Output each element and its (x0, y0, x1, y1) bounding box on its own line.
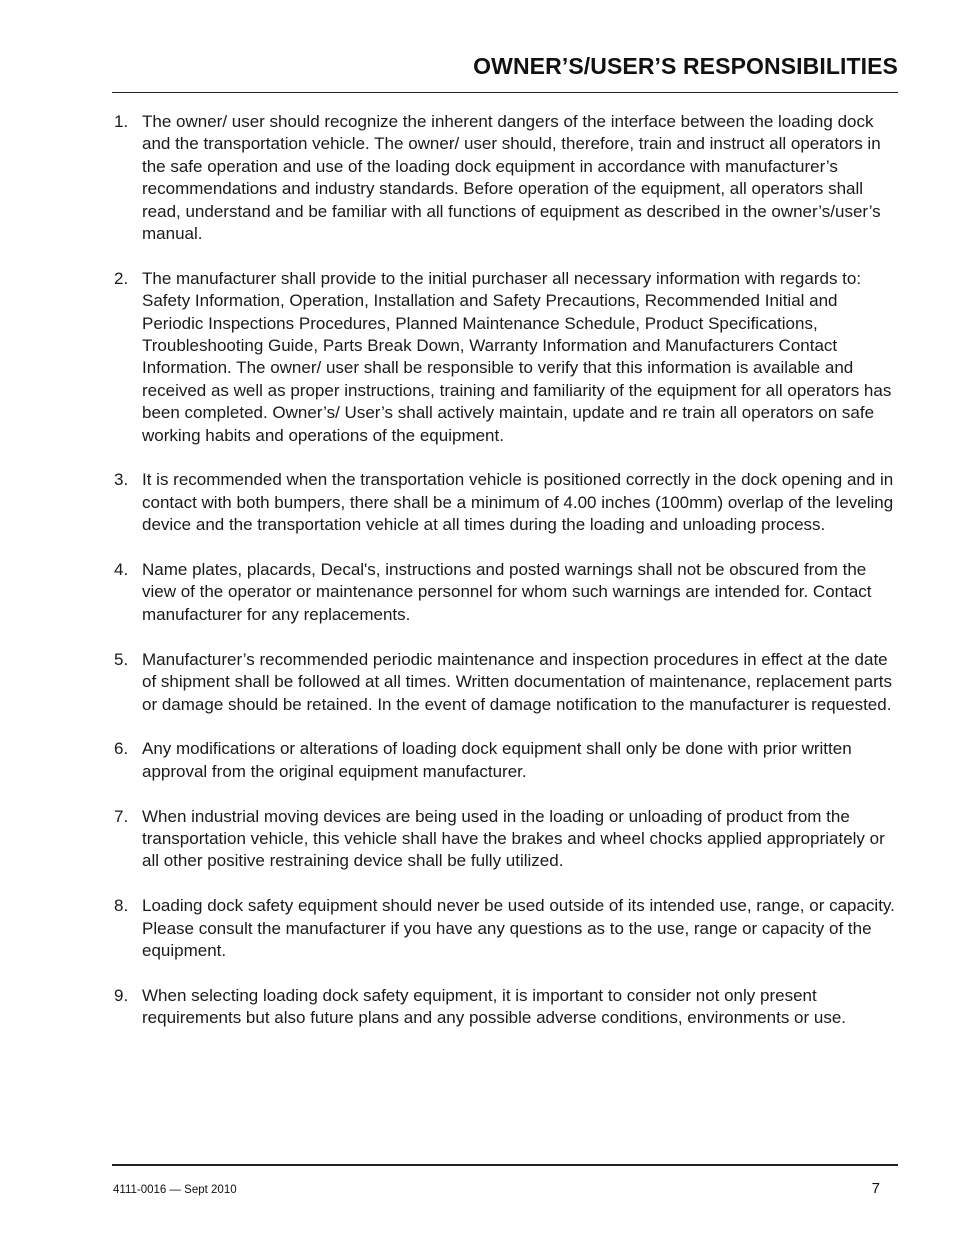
item-text: Manufacturer’s recommended periodic maintenance and inspection procedures in effect at the date of shipment shall be followed at all times. Written documentation of maintenance, replacement parts or damage should be retained. In the event of damage notification to the manufacturer is requested. (142, 649, 892, 714)
item-number: 1. (114, 112, 129, 131)
list-item (112, 895, 898, 962)
item-number: 7. (114, 806, 129, 826)
item-number: 4. (114, 560, 129, 580)
item-number: 9. (114, 985, 129, 1005)
responsibilities-list (112, 111, 898, 1030)
list-item (112, 738, 898, 783)
footer-divider (112, 1164, 898, 1166)
item-number: 2. (114, 268, 129, 288)
item-text: When selecting loading dock safety equipment, it is important to consider not only present requirements but also future plans and any possible adverse conditions, environments or use. (142, 985, 847, 1028)
item-text: The owner/ user should recognize the inherent dangers of the interface between the loading dock and the transportation vehicle. The owner/ user should, therefore, train and instruct all operators in the safe operation and use of the loading dock equipment in accordance with manufacturer’s recommendations and industry standards. Before operation of the equipment, all operators shall read, understand and be familiar with all functions of equipment as described in the owner’s/user’s manual. (142, 112, 881, 244)
list-item (112, 985, 898, 1030)
list-item (112, 268, 898, 447)
item-text: When industrial moving devices are being used in the loading or unloading of product from the transportation vehicle, this vehicle shall have the brakes and wheel chocks applied appropriately or all other positive restraining device shall be fully utilized. (142, 806, 885, 871)
list-item (112, 559, 898, 626)
item-number: 5. (114, 649, 129, 669)
list-item (112, 649, 898, 716)
header-divider (112, 92, 898, 93)
list-item (112, 469, 898, 536)
list-item (112, 806, 898, 873)
item-text: Loading dock safety equipment should never be used outside of its intended use, range, or capacity. Please consult the manufacturer if you have any questions as to the use, range or capacity of the equipment. (142, 896, 895, 960)
page-title: OWNER’S/USER’S RESPONSIBILITIES (473, 53, 898, 79)
item-text: The manufacturer shall provide to the initial purchaser all necessary information with regards to: Safety Information, Operation, Installation and Safety Precautions, Recommended Initial and Periodic Inspections Procedures, Planned Maintenance Schedule, Product Specifications, Troubleshooting Guide, Parts Break Down, Warranty Information and Manufacturers Contact Information. The owner/ user shall be responsible to verify that this information is available and received as well as proper instructions, training and familiarity of the equipment for all operators has been completed. Owner’s/ User’s shall actively maintain, update and re train all operators on safe working habits and operations of the equipment. (142, 268, 892, 445)
list-item (112, 111, 898, 245)
item-text: It is recommended when the transportation vehicle is positioned correctly in the dock opening and in contact with both bumpers, there shall be a minimum of 4.00 inches (100mm) overlap of the leveling device and the transportation vehicle at all times during the loading and unloading process. (142, 470, 894, 535)
item-number: 8. (114, 896, 129, 916)
item-number: 6. (114, 739, 129, 759)
item-text: Any modifications or alterations of loading dock equipment shall only be done with prior written approval from the original equipment manufacturer. (142, 739, 852, 781)
item-text: Name plates, placards, Decal's, instructions and posted warnings shall not be obscured from the view of the operator or maintenance personnel for whom such warnings are intended for. Contact manufacturer for any replacements. (142, 560, 872, 624)
document-id: 4111-0016 — Sept 2010 (113, 1184, 237, 1196)
page-number: 7 (871, 1180, 880, 1197)
item-number: 3. (114, 470, 129, 490)
responsibilities-list-container (112, 111, 898, 1052)
